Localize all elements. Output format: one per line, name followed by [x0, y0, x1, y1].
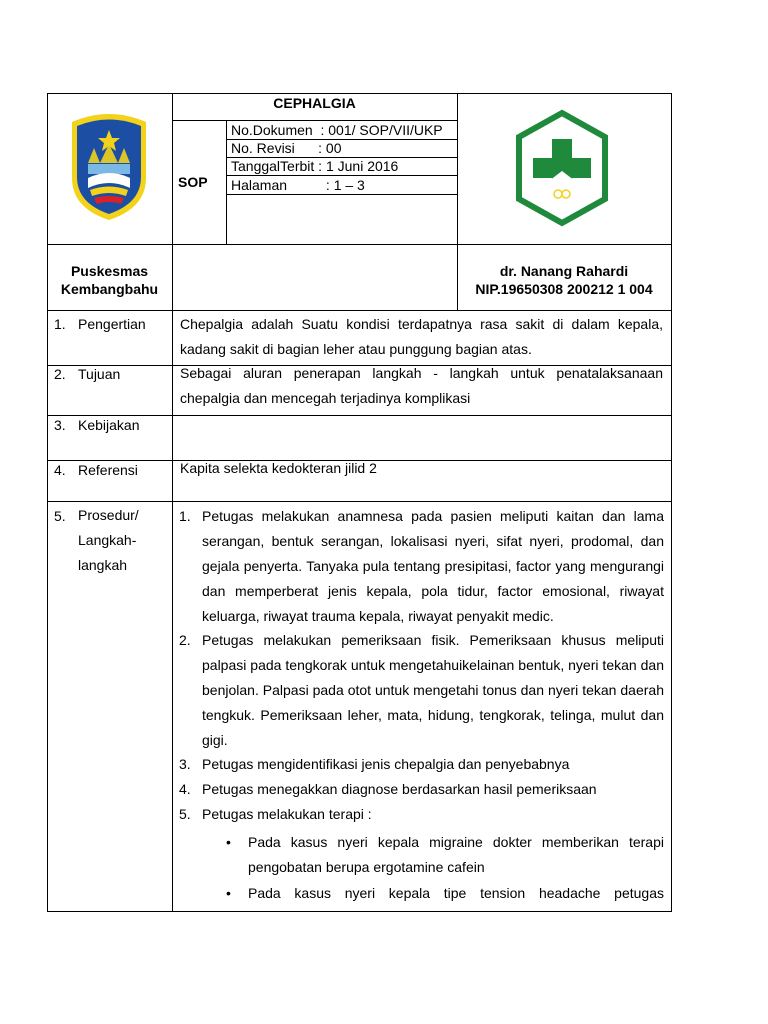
head-signatory — [457, 262, 671, 298]
section-label-pengertian: Pengertian — [78, 316, 146, 332]
head-nip: NIP.19650308 200212 1 004 — [475, 281, 653, 297]
document-title: CEPHALGIA — [273, 95, 356, 111]
section-text-pengertian: Chepalgia adalah Suatu kondisi terdapatnya rasa sakit di dalam kepala, kadang sakit di bagian leher atau punggung bagian atas. — [180, 316, 663, 357]
section-number: 3. — [54, 417, 66, 433]
procedure-step — [179, 504, 664, 629]
section-label-tujuan: Tujuan — [78, 366, 121, 382]
doc-number-field: No.Dokumen : 001/ SOP/VII/UKP — [231, 122, 443, 138]
section-text-tujuan: Sebagai aluran penerapan langkah - langkah untuk penatalaksanaan chepalgia dan mencegah terjadinya komplikasi — [180, 365, 663, 406]
procedure-step — [179, 802, 664, 827]
prosedur-label-line: Langkah- — [78, 532, 137, 548]
section-label-prosedur — [78, 503, 139, 578]
bullet-dot-icon: • — [226, 834, 231, 850]
step-text: Petugas melakukan pemeriksaan fisik. Pemeriksaan khusus meliputi palpasi pada tengkorak untuk mengetahuikelainan bentuk, nyeri tekan dan benjolan. Palpasi pada otot untuk mengetahi tonus dan nyeri tekan daerah tengkuk. Pemeriksaan leher, mata, hidung, tengkorak, telinga, mulut dan gigi. — [202, 632, 664, 748]
procedure-step — [179, 628, 664, 753]
puskesmas-name-line2: Kembangbahu — [60, 281, 159, 297]
puskesmas-name-line1: Puskesmas — [70, 263, 149, 279]
step-number: 3. — [179, 756, 191, 772]
step-text: Petugas menegakkan diagnose berdasarkan hasil pemeriksaan — [202, 781, 597, 797]
section-number: 2. — [54, 366, 66, 382]
procedure-step — [179, 777, 664, 802]
therapy-bullet — [226, 881, 664, 906]
step-text: Petugas mengidentifikasi jenis chepalgia dan penyebabnya — [202, 756, 570, 772]
procedure-step — [179, 752, 664, 777]
section-label-referensi: Referensi — [78, 462, 138, 478]
step-number: 1. — [179, 508, 191, 524]
step-text: Petugas melakukan anamnesa pada pasien meliputi kaitan dan lama serangan, bentuk serangan, lokalisasi nyeri, sifat nyeri, prodomal, dan gejala penyerta. Tanyaka pula tentang presipitasi, factor yang mengurangi dan memperberat jenis kepala, pola tidur, factor emosional, riwayat keluarga, riwayat trauma kepala, riwayat penyakit medic. — [202, 508, 664, 624]
puskesmas-name — [47, 262, 172, 298]
sop-label: SOP — [178, 174, 208, 190]
section-label-kebijakan: Kebijakan — [78, 417, 140, 433]
step-number: 5. — [179, 806, 191, 822]
prosedur-label-line: langkah — [78, 557, 128, 573]
step-number: 4. — [179, 781, 191, 797]
head-name: dr. Nanang Rahardi — [499, 263, 629, 279]
regency-emblem-icon — [66, 108, 152, 224]
step-text: Petugas melakukan terapi : — [202, 806, 372, 822]
prosedur-label-line: Prosedur/ — [78, 507, 139, 523]
issue-date-field: TanggalTerbit : 1 Juni 2016 — [231, 158, 399, 174]
page-field: Halaman : 1 – 3 — [231, 177, 365, 193]
therapy-bullet — [226, 830, 664, 880]
revision-field: No. Revisi : 00 — [231, 140, 342, 156]
step-number: 2. — [179, 632, 191, 648]
section-number: 1. — [54, 316, 66, 332]
section-number: 5. — [54, 508, 66, 524]
bullet-text: Pada kasus nyeri kepala migraine dokter memberikan terapi pengobatan berupa ergotamine cafein — [248, 834, 664, 875]
bullet-text: Pada kasus nyeri kepala tipe tension headache petugas — [248, 885, 664, 901]
section-text-referensi: Kapita selekta kedokteran jilid 2 — [180, 460, 377, 476]
bullet-dot-icon: • — [226, 885, 231, 901]
puskesmas-logo-icon — [513, 109, 611, 227]
section-number: 4. — [54, 462, 66, 478]
